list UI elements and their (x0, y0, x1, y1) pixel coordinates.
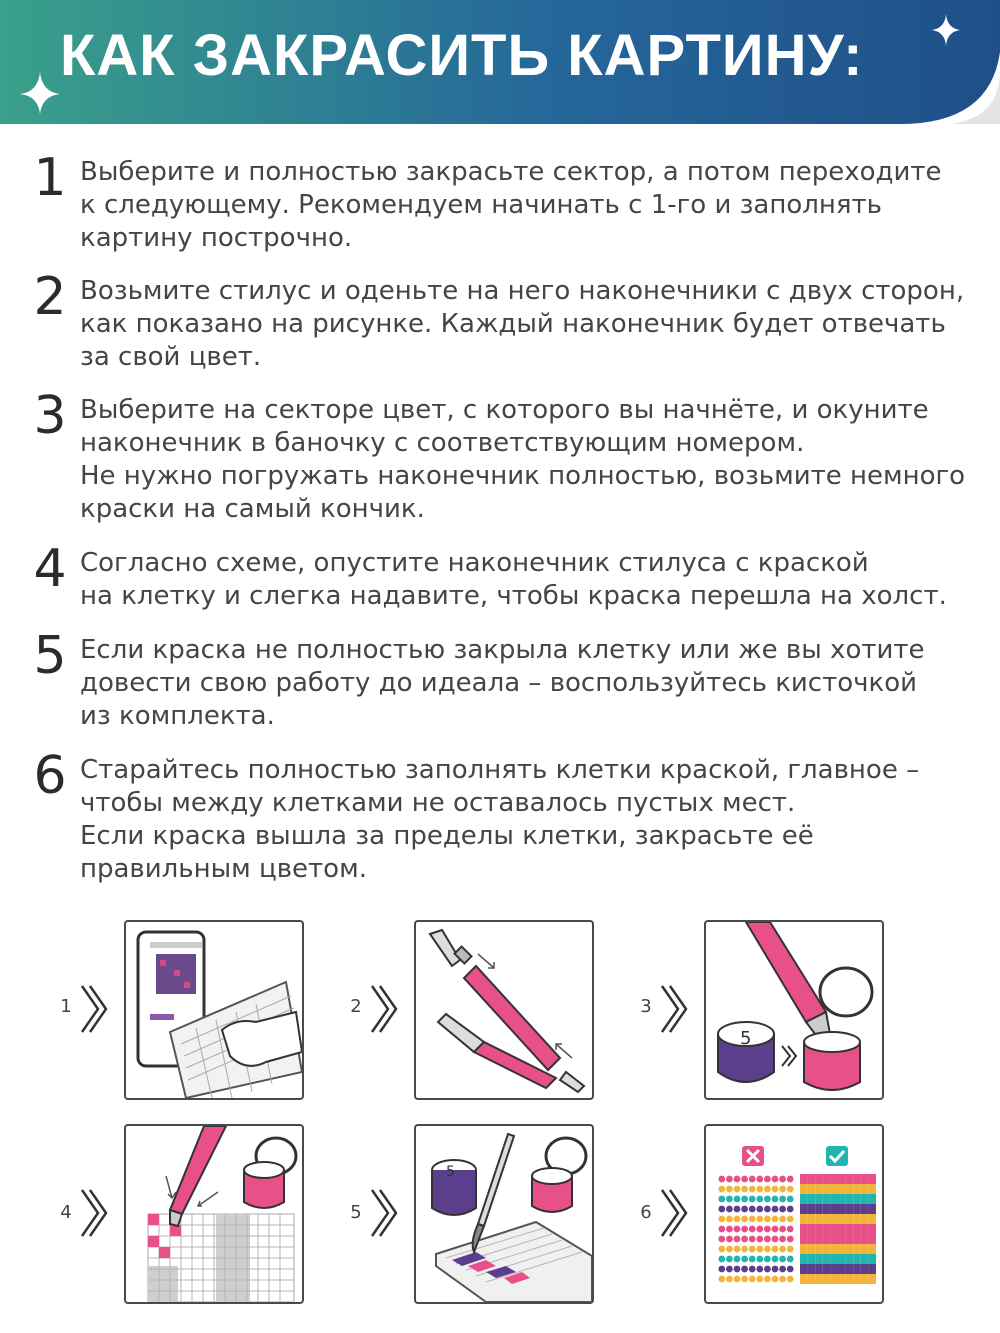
mosaic-cell (853, 1214, 861, 1224)
step-text: Если краска не полностью закрыла клетку или же вы хотите довести свою работу до идеала – воспользуйтесь кисточкой из комплекта. (80, 635, 925, 731)
mosaic-cell (868, 1244, 876, 1254)
mosaic-cell (800, 1224, 808, 1234)
mosaic-cell (772, 1256, 779, 1263)
panel-phone-canvas (124, 920, 304, 1100)
panel-stylus-grid (124, 1124, 304, 1304)
mosaic-cell (868, 1234, 876, 1244)
chevron-right-icon (78, 1186, 110, 1240)
mosaic-cell (726, 1266, 733, 1273)
mosaic-cell (772, 1176, 779, 1183)
mosaic-cell (749, 1226, 756, 1233)
step-text: Согласно схеме, опустите наконечник стилуса с краской на клетку и слегка надавите, чтобы краска перешла на холст. (80, 548, 947, 611)
mosaic-cell (764, 1206, 771, 1213)
mosaic-cell (779, 1196, 786, 1203)
mosaic-cell (734, 1276, 741, 1283)
mosaic-cell (846, 1174, 854, 1184)
chevron-right-icon (368, 982, 400, 1036)
step-number: 1 (33, 148, 67, 208)
mosaic-cell (830, 1194, 838, 1204)
mosaic-cell (830, 1264, 838, 1274)
mosaic-cell (823, 1184, 831, 1194)
mosaic-cell (800, 1274, 808, 1284)
mosaic-cell (726, 1216, 733, 1223)
mosaic-cell (846, 1244, 854, 1254)
mosaic-cell (718, 1226, 725, 1233)
mosaic-cell (787, 1236, 794, 1243)
mosaic-cell (749, 1216, 756, 1223)
mosaic-cell (846, 1204, 854, 1214)
mosaic-cell (800, 1244, 808, 1254)
panel-number: 3 (640, 996, 652, 1017)
mosaic-cell (800, 1204, 808, 1214)
panel-stylus-tips (414, 920, 594, 1100)
mosaic-cell (853, 1244, 861, 1254)
mosaic-cell (764, 1216, 771, 1223)
mosaic-cell (853, 1204, 861, 1214)
mosaic-cell (838, 1224, 846, 1234)
phone-and-canvas-icon (126, 922, 302, 1098)
mosaic-cell (830, 1224, 838, 1234)
mosaic-cell (808, 1174, 816, 1184)
mosaic-cell (741, 1226, 748, 1233)
mosaic-cell (756, 1196, 763, 1203)
mosaic-cell (764, 1266, 771, 1273)
mosaic-cell (830, 1174, 838, 1184)
mosaic-cell (741, 1236, 748, 1243)
mosaic-cell (868, 1204, 876, 1214)
mosaic-cell (861, 1174, 869, 1184)
mosaic-cell (846, 1274, 854, 1284)
mosaic-cell (830, 1204, 838, 1214)
mosaic-cell (868, 1264, 876, 1274)
mosaic-cell (734, 1196, 741, 1203)
mosaic-cell (779, 1246, 786, 1253)
wrong-mark-icon (742, 1146, 764, 1166)
mosaic-cell (756, 1266, 763, 1273)
mosaic-cell (808, 1254, 816, 1264)
mosaic-cell (726, 1256, 733, 1263)
mosaic-cell (830, 1254, 838, 1264)
mosaic-cell (718, 1206, 725, 1213)
mosaic-cell (741, 1276, 748, 1283)
panel-number: 6 (640, 1202, 652, 1223)
step-number: 2 (33, 267, 67, 327)
mosaic-cell (815, 1224, 823, 1234)
mosaic-cell (749, 1266, 756, 1273)
mosaic-cell (838, 1254, 846, 1264)
mosaic-cell (787, 1186, 794, 1193)
mosaic-cell (815, 1184, 823, 1194)
mosaic-cell (861, 1224, 869, 1234)
mosaic-cell (779, 1176, 786, 1183)
mosaic-cell (830, 1234, 838, 1244)
mosaic-cell (787, 1216, 794, 1223)
step-number: 4 (33, 539, 67, 599)
mosaic-cell (853, 1234, 861, 1244)
mosaic-cell (861, 1194, 869, 1204)
wrong-right-comparison-icon (706, 1126, 882, 1302)
mosaic-cell (823, 1274, 831, 1284)
mosaic-cell (726, 1196, 733, 1203)
mosaic-cell (749, 1256, 756, 1263)
mosaic-cell (808, 1224, 816, 1234)
mosaic-cell (756, 1276, 763, 1283)
mosaic-cell (726, 1176, 733, 1183)
mosaic-cell (741, 1206, 748, 1213)
page-title: КАК ЗАКРАСИТЬ КАРТИНУ: (60, 23, 864, 88)
mosaic-cell (756, 1246, 763, 1253)
mosaic-cell (734, 1256, 741, 1263)
mosaic-cell (726, 1206, 733, 1213)
mosaic-cell (808, 1194, 816, 1204)
mosaic-cell (853, 1254, 861, 1264)
mosaic-cell (718, 1216, 725, 1223)
mosaic-cell (846, 1234, 854, 1244)
mosaic-cell (853, 1184, 861, 1194)
mosaic-cell (853, 1264, 861, 1274)
panel-number: 4 (60, 1202, 72, 1223)
mosaic-cell (861, 1234, 869, 1244)
mosaic-cell (846, 1264, 854, 1274)
mosaic-cell (861, 1244, 869, 1254)
mosaic-cell (846, 1184, 854, 1194)
mosaic-cell (823, 1224, 831, 1234)
mosaic-cell (868, 1184, 876, 1194)
mosaic-cell (808, 1184, 816, 1194)
mosaic-cell (846, 1224, 854, 1234)
mosaic-cell (741, 1176, 748, 1183)
mosaic-cell (779, 1216, 786, 1223)
mosaic-cell (838, 1234, 846, 1244)
mosaic-cell (756, 1256, 763, 1263)
step-number: 3 (33, 386, 67, 446)
mosaic-cell (823, 1214, 831, 1224)
mosaic-cell (756, 1226, 763, 1233)
mosaic-cell (838, 1194, 846, 1204)
mosaic-cell (749, 1236, 756, 1243)
mosaic-cell (772, 1216, 779, 1223)
mosaic-cell (846, 1194, 854, 1204)
mosaic-cell (764, 1186, 771, 1193)
mosaic-cell (868, 1274, 876, 1284)
mosaic-cell (741, 1216, 748, 1223)
mosaic-cell (823, 1234, 831, 1244)
mosaic-cell (726, 1276, 733, 1283)
mosaic-cell (779, 1236, 786, 1243)
chevron-right-icon (658, 982, 690, 1036)
mosaic-cell (772, 1266, 779, 1273)
mosaic-cell (838, 1174, 846, 1184)
mosaic-cell (787, 1256, 794, 1263)
mosaic-cell (861, 1274, 869, 1284)
mosaic-cell (756, 1216, 763, 1223)
mosaic-cell (861, 1184, 869, 1194)
mosaic-cell (718, 1176, 725, 1183)
mosaic-cell (861, 1214, 869, 1224)
jar-number-label: 5 (446, 1164, 455, 1180)
mosaic-cell (846, 1254, 854, 1264)
mosaic-cell (772, 1246, 779, 1253)
mosaic-cell (734, 1176, 741, 1183)
step-text: Выберите на секторе цвет, с которого вы начнёте, и окуните наконечник в баночку с соответствующим номером. Не нужно погружать наконечник полностью, возьмите немного краски на самый кончик. (80, 395, 966, 524)
mosaic-cell (787, 1246, 794, 1253)
mosaic-cell (800, 1264, 808, 1274)
mosaic-cell (734, 1206, 741, 1213)
mosaic-cell (787, 1226, 794, 1233)
chevron-right-icon (78, 982, 110, 1036)
mosaic-cell (749, 1206, 756, 1213)
mosaic-cell (787, 1206, 794, 1213)
mosaic-cell (756, 1186, 763, 1193)
mosaic-cell (808, 1244, 816, 1254)
mosaic-cell (861, 1254, 869, 1264)
mosaic-cell (741, 1186, 748, 1193)
stylus-tips-icon (416, 922, 592, 1098)
mosaic-cell (718, 1256, 725, 1263)
mosaic-cell (718, 1236, 725, 1243)
mosaic-cell (764, 1256, 771, 1263)
mosaic-cell (838, 1184, 846, 1194)
mosaic-cell (823, 1244, 831, 1254)
mosaic-cell (749, 1196, 756, 1203)
step-text: Выберите и полностью закрасьте сектор, а потом переходите к следующему. Рекомендуем начинать с 1-го и заполнять картину построчно. (80, 157, 942, 253)
mosaic-cell (815, 1194, 823, 1204)
mosaic-cell (726, 1236, 733, 1243)
step-number: 5 (33, 626, 67, 686)
mosaic-cell (808, 1234, 816, 1244)
mosaic-cell (749, 1186, 756, 1193)
mosaic-cell (868, 1194, 876, 1204)
mosaic-cell (734, 1246, 741, 1253)
mosaic-cell (718, 1276, 725, 1283)
mosaic-cell (718, 1246, 725, 1253)
mosaic-cell (718, 1266, 725, 1273)
mosaic-cell (772, 1236, 779, 1243)
chevron-right-icon (368, 1186, 400, 1240)
check-mark-icon (826, 1146, 848, 1166)
mosaic-cell (823, 1254, 831, 1264)
mosaic-cell (823, 1204, 831, 1214)
mosaic-cell (800, 1184, 808, 1194)
stylus-grid-icon (126, 1126, 302, 1302)
panel-stylus-jar (704, 920, 884, 1100)
mosaic-cell (718, 1186, 725, 1193)
mosaic-cell (772, 1196, 779, 1203)
mosaic-cell (830, 1274, 838, 1284)
mosaic-cell (741, 1256, 748, 1263)
step-text: Старайтесь полностью заполнять клетки краской, главное – чтобы между клетками не оставалось пустых мест. Если краска вышла за пределы клетки, закрасьте её правильным цветом. (80, 755, 920, 884)
mosaic-cell (756, 1236, 763, 1243)
mosaic-cell (800, 1254, 808, 1264)
mosaic-cell (741, 1266, 748, 1273)
mosaic-cell (772, 1186, 779, 1193)
header-banner (0, 0, 1000, 124)
mosaic-cell (779, 1206, 786, 1213)
mosaic-cell (779, 1226, 786, 1233)
panel-number: 5 (350, 1202, 362, 1223)
panel-comparison (704, 1124, 884, 1304)
mosaic-cell (868, 1214, 876, 1224)
mosaic-cell (756, 1176, 763, 1183)
mosaic-cell (734, 1216, 741, 1223)
mosaic-cell (749, 1176, 756, 1183)
mosaic-cell (726, 1246, 733, 1253)
mosaic-cell (800, 1234, 808, 1244)
mosaic-cell (823, 1194, 831, 1204)
jar-number-label: 5 (740, 1028, 752, 1049)
mosaic-cell (787, 1176, 794, 1183)
mosaic-cell (749, 1276, 756, 1283)
step-number: 6 (33, 746, 67, 806)
mosaic-cell (808, 1204, 816, 1214)
mosaic-cell (815, 1174, 823, 1184)
mosaic-cell (764, 1226, 771, 1233)
mosaic-cell (787, 1196, 794, 1203)
mosaic-cell (861, 1264, 869, 1274)
mosaic-cell (808, 1264, 816, 1274)
panel-brush-canvas (414, 1124, 594, 1304)
mosaic-cell (726, 1186, 733, 1193)
mosaic-cell (868, 1254, 876, 1264)
mosaic-cell (787, 1276, 794, 1283)
mosaic-cell (741, 1246, 748, 1253)
mosaic-cell (815, 1234, 823, 1244)
mosaic-cell (853, 1274, 861, 1284)
mosaic-cell (808, 1274, 816, 1284)
mosaic-cell (734, 1236, 741, 1243)
stylus-paint-jar-icon (706, 922, 882, 1098)
mosaic-cell (741, 1196, 748, 1203)
mosaic-cell (830, 1184, 838, 1194)
mosaic-cell (764, 1176, 771, 1183)
mosaic-cell (868, 1224, 876, 1234)
mosaic-cell (868, 1174, 876, 1184)
mosaic-cell (734, 1226, 741, 1233)
mosaic-cell (830, 1244, 838, 1254)
mosaic-cell (846, 1214, 854, 1224)
mosaic-cell (815, 1264, 823, 1274)
mosaic-cell (853, 1224, 861, 1234)
mosaic-cell (838, 1264, 846, 1274)
mosaic-cell (815, 1204, 823, 1214)
mosaic-cell (800, 1214, 808, 1224)
mosaic-cell (779, 1256, 786, 1263)
mosaic-cell (800, 1174, 808, 1184)
mosaic-cell (764, 1196, 771, 1203)
mosaic-cell (823, 1174, 831, 1184)
mosaic-cell (838, 1244, 846, 1254)
mosaic-cell (718, 1196, 725, 1203)
mosaic-cell (800, 1194, 808, 1204)
mosaic-cell (815, 1244, 823, 1254)
mosaic-cell (853, 1174, 861, 1184)
mosaic-cell (787, 1266, 794, 1273)
mosaic-cell (815, 1214, 823, 1224)
mosaic-cell (734, 1266, 741, 1273)
brush-canvas-icon (416, 1126, 592, 1302)
mosaic-cell (764, 1236, 771, 1243)
mosaic-cell (823, 1264, 831, 1274)
mosaic-cell (838, 1274, 846, 1284)
mosaic-cell (815, 1274, 823, 1284)
chevron-right-icon (658, 1186, 690, 1240)
mosaic-cell (734, 1186, 741, 1193)
mosaic-cell (779, 1266, 786, 1273)
mosaic-cell (779, 1276, 786, 1283)
panel-number: 2 (350, 996, 362, 1017)
mosaic-cell (756, 1206, 763, 1213)
mosaic-cell (861, 1204, 869, 1214)
panel-number: 1 (60, 996, 72, 1017)
mosaic-cell (764, 1246, 771, 1253)
mosaic-cell (838, 1214, 846, 1224)
mosaic-cell (764, 1276, 771, 1283)
mosaic-cell (779, 1186, 786, 1193)
mosaic-cell (772, 1226, 779, 1233)
mosaic-cell (808, 1214, 816, 1224)
mosaic-cell (815, 1254, 823, 1264)
mosaic-cell (726, 1226, 733, 1233)
mosaic-cell (772, 1276, 779, 1283)
mosaic-cell (749, 1246, 756, 1253)
mosaic-cell (838, 1204, 846, 1214)
step-text: Возьмите стилус и оденьте на него наконечники с двух сторон, как показано на рисунке. Каждый наконечник будет отвечать за свой цвет. (80, 276, 965, 372)
mosaic-cell (853, 1194, 861, 1204)
mosaic-cell (830, 1214, 838, 1224)
mosaic-cell (772, 1206, 779, 1213)
